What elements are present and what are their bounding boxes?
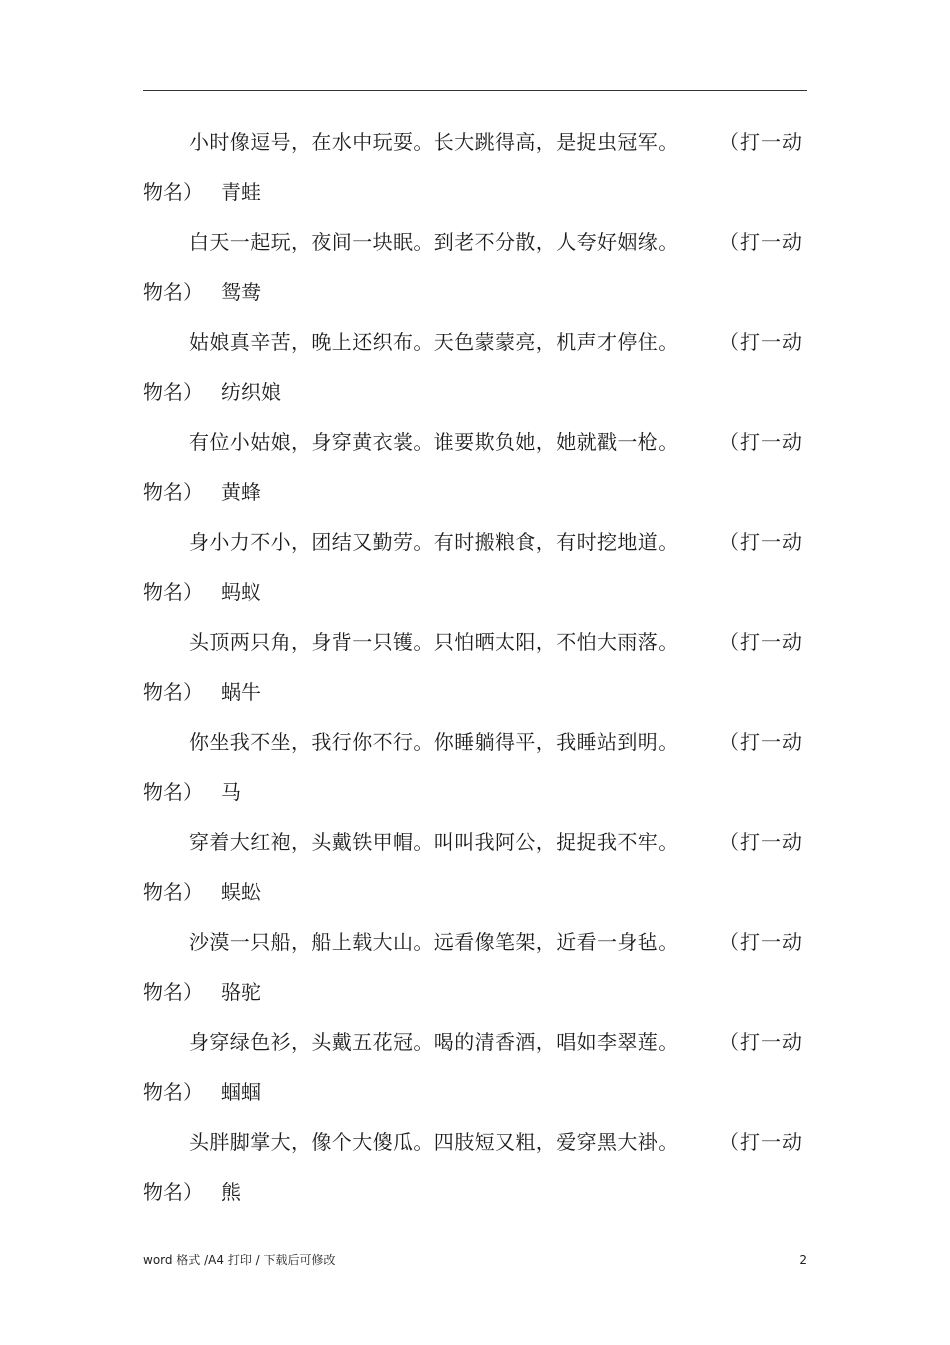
riddle-item (143, 516, 807, 616)
riddle-second-line (143, 978, 261, 1006)
riddle-answer: 蜗牛 (221, 680, 261, 704)
riddle-item (143, 416, 807, 516)
riddle-first-line (143, 428, 807, 456)
riddle-hint-start: （打一动 (719, 930, 803, 954)
riddle-first-line (143, 1028, 807, 1056)
riddle-hint-end: 物名） (143, 180, 203, 204)
riddle-second-line (143, 1078, 261, 1106)
riddle-text: 身小力不小，团结又勤劳。有时搬粮食，有时挖地道。 (189, 530, 679, 554)
riddle-item (143, 116, 807, 216)
riddle-text: 有位小姑娘，身穿黄衣裳。谁要欺负她，她就戳一枪。 (189, 430, 679, 454)
riddle-answer: 纺织娘 (221, 380, 281, 404)
riddle-answer: 马 (221, 780, 241, 804)
riddle-hint-end: 物名） (143, 780, 203, 804)
riddle-item (143, 1016, 807, 1116)
riddle-hint-end: 物名） (143, 280, 203, 304)
riddle-hint-start: （打一动 (719, 730, 803, 754)
riddle-text: 姑娘真辛苦，晚上还织布。天色蒙蒙亮，机声才停住。 (189, 330, 679, 354)
riddle-second-line (143, 178, 261, 206)
riddle-list (143, 116, 807, 1216)
riddle-hint-start: （打一动 (719, 530, 803, 554)
riddle-answer: 黄蜂 (221, 480, 261, 504)
riddle-first-line (143, 628, 807, 656)
riddle-hint-end: 物名） (143, 580, 203, 604)
riddle-second-line (143, 278, 261, 306)
riddle-answer: 骆驼 (221, 980, 261, 1004)
riddle-first-line (143, 728, 807, 756)
riddle-hint-start: （打一动 (719, 130, 803, 154)
page-footer (143, 1250, 807, 1270)
riddle-first-line (143, 928, 807, 956)
riddle-text: 小时像逗号，在水中玩耍。长大跳得高，是捉虫冠军。 (189, 130, 679, 154)
riddle-hint-end: 物名） (143, 1080, 203, 1104)
riddle-item (143, 816, 807, 916)
riddle-hint-start: （打一动 (719, 1030, 803, 1054)
riddle-second-line (143, 1178, 241, 1206)
riddle-text: 穿着大红袍，头戴铁甲帽。叫叫我阿公，捉捉我不牢。 (189, 830, 679, 854)
riddle-second-line (143, 878, 261, 906)
riddle-second-line (143, 578, 261, 606)
riddle-answer: 蚂蚁 (221, 580, 261, 604)
riddle-answer: 蝈蝈 (221, 1080, 261, 1104)
riddle-item (143, 316, 807, 416)
riddle-item (143, 616, 807, 716)
riddle-text: 头胖脚掌大，像个大傻瓜。四肢短又粗，爱穿黑大褂。 (189, 1130, 679, 1154)
riddle-hint-start: （打一动 (719, 230, 803, 254)
header-rule (143, 90, 807, 91)
riddle-first-line (143, 828, 807, 856)
footer-note: word 格式 /A4 打印 / 下载后可修改 (143, 1253, 336, 1267)
riddle-item (143, 1116, 807, 1216)
riddle-text: 身穿绿色衫，头戴五花冠。喝的清香酒，唱如李翠莲。 (189, 1030, 679, 1054)
riddle-text: 你坐我不坐，我行你不行。你睡躺得平，我睡站到明。 (189, 730, 679, 754)
riddle-second-line (143, 478, 261, 506)
page-number: 2 (799, 1253, 807, 1267)
riddle-first-line (143, 1128, 807, 1156)
riddle-hint-start: （打一动 (719, 630, 803, 654)
riddle-answer: 蜈蚣 (221, 880, 261, 904)
riddle-hint-start: （打一动 (719, 430, 803, 454)
riddle-answer: 熊 (221, 1180, 241, 1204)
riddle-text: 白天一起玩，夜间一块眠。到老不分散，人夸好姻缘。 (189, 230, 679, 254)
riddle-hint-end: 物名） (143, 480, 203, 504)
riddle-item (143, 916, 807, 1016)
riddle-answer: 鸳鸯 (221, 280, 261, 304)
riddle-second-line (143, 678, 261, 706)
riddle-first-line (143, 528, 807, 556)
riddle-hint-start: （打一动 (719, 1130, 803, 1154)
riddle-hint-end: 物名） (143, 680, 203, 704)
riddle-text: 头顶两只角，身背一只镬。只怕晒太阳，不怕大雨落。 (189, 630, 679, 654)
riddle-text: 沙漠一只船，船上载大山。远看像笔架，近看一身毡。 (189, 930, 679, 954)
riddle-item (143, 216, 807, 316)
riddle-hint-end: 物名） (143, 380, 203, 404)
riddle-hint-end: 物名） (143, 880, 203, 904)
riddle-hint-start: （打一动 (719, 830, 803, 854)
riddle-second-line (143, 778, 241, 806)
riddle-answer: 青蛙 (221, 180, 261, 204)
riddle-first-line (143, 328, 807, 356)
riddle-first-line (143, 128, 807, 156)
riddle-hint-end: 物名） (143, 1180, 203, 1204)
riddle-first-line (143, 228, 807, 256)
riddle-item (143, 716, 807, 816)
riddle-second-line (143, 378, 281, 406)
riddle-hint-end: 物名） (143, 980, 203, 1004)
riddle-hint-start: （打一动 (719, 330, 803, 354)
